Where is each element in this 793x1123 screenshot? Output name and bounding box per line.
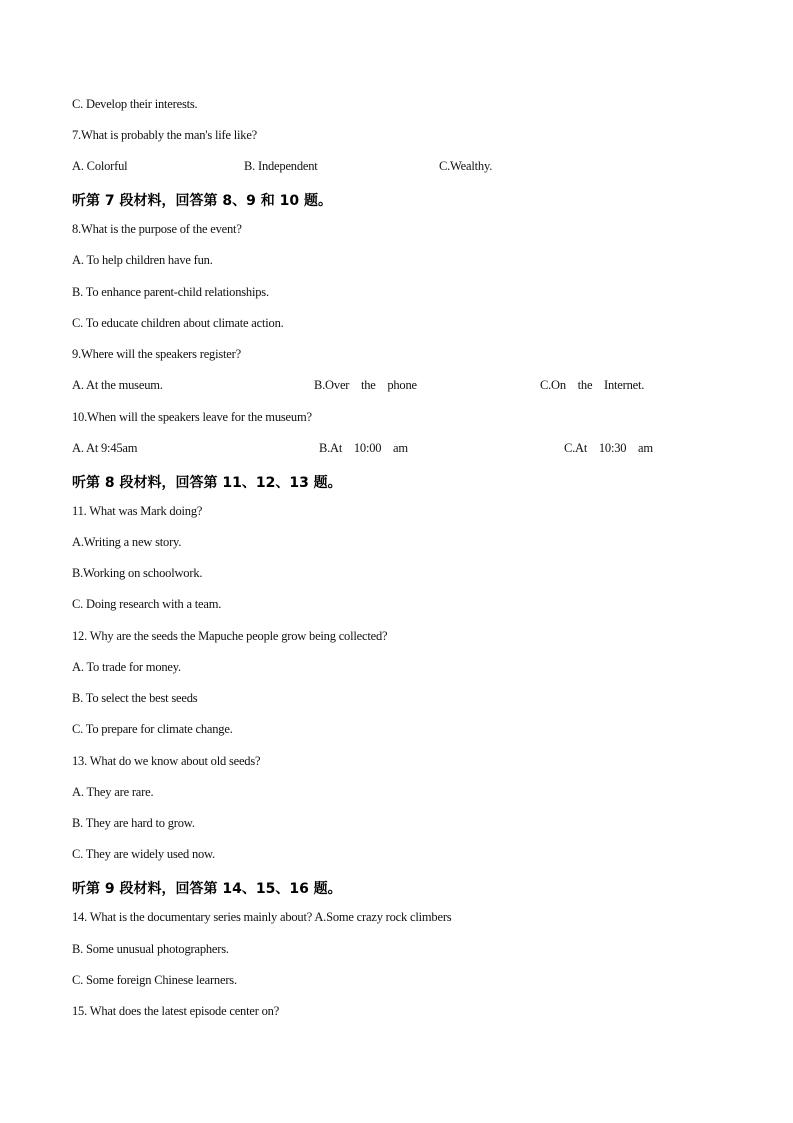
q12-option-b: B. To select the best seeds: [72, 691, 198, 705]
q11-option-c: C. Doing research with a team.: [72, 597, 222, 611]
q13-option-b: B. They are hard to grow.: [72, 816, 195, 830]
q9-option-a: A. At the museum.: [72, 378, 163, 392]
q15-question: 15. What does the latest episode center on?: [72, 1004, 280, 1018]
q10-option-c: C.At 10:30 am: [564, 441, 653, 455]
q6-option-c: C. Develop their interests.: [72, 97, 198, 111]
q8-option-a: A. To help children have fun.: [72, 253, 213, 267]
section8-heading: 听第 8 段材料，回答第 11、12、13 题。: [72, 475, 342, 491]
q8-option-b: B. To enhance parent-child relationships.: [72, 285, 269, 299]
section9-heading: 听第 9 段材料，回答第 14、15、16 题。: [72, 881, 342, 897]
q10-option-a: A. At 9:45am: [72, 441, 138, 455]
q7-option-b: B. Independent: [244, 159, 318, 173]
q7-option-a: A. Colorful: [72, 159, 128, 173]
section7-heading: 听第 7 段材料，回答第 8、9 和 10 题。: [72, 193, 332, 209]
q7-question: 7.What is probably the man's life like?: [72, 128, 258, 142]
q9-question: 9.Where will the speakers register?: [72, 347, 241, 361]
q8-option-c: C. To educate children about climate action.: [72, 316, 284, 330]
q8-question: 8.What is the purpose of the event?: [72, 222, 242, 236]
q10-option-b: B.At 10:00 am: [319, 441, 408, 455]
q7-option-c: C.Wealthy.: [439, 159, 493, 173]
q13-option-a: A. They are rare.: [72, 785, 154, 799]
q14-option-c: C. Some foreign Chinese learners.: [72, 973, 237, 987]
q12-option-a: A. To trade for money.: [72, 660, 181, 674]
q14-option-b: B. Some unusual photographers.: [72, 942, 229, 956]
q11-question: 11. What was Mark doing?: [72, 504, 203, 518]
q13-option-c: C. They are widely used now.: [72, 847, 215, 861]
q11-option-b: B.Working on schoolwork.: [72, 566, 203, 580]
q12-question: 12. Why are the seeds the Mapuche people grow being collected?: [72, 629, 388, 643]
q9-option-c: C.On the Internet.: [540, 378, 645, 392]
q10-question: 10.When will the speakers leave for the museum?: [72, 410, 312, 424]
q9-option-b: B.Over the phone: [314, 378, 417, 392]
q11-option-a: A.Writing a new story.: [72, 535, 182, 549]
q13-question: 13. What do we know about old seeds?: [72, 754, 261, 768]
q14-question: 14. What is the documentary series mainly about? A.Some crazy rock climbers: [72, 910, 452, 924]
q12-option-c: C. To prepare for climate change.: [72, 722, 233, 736]
